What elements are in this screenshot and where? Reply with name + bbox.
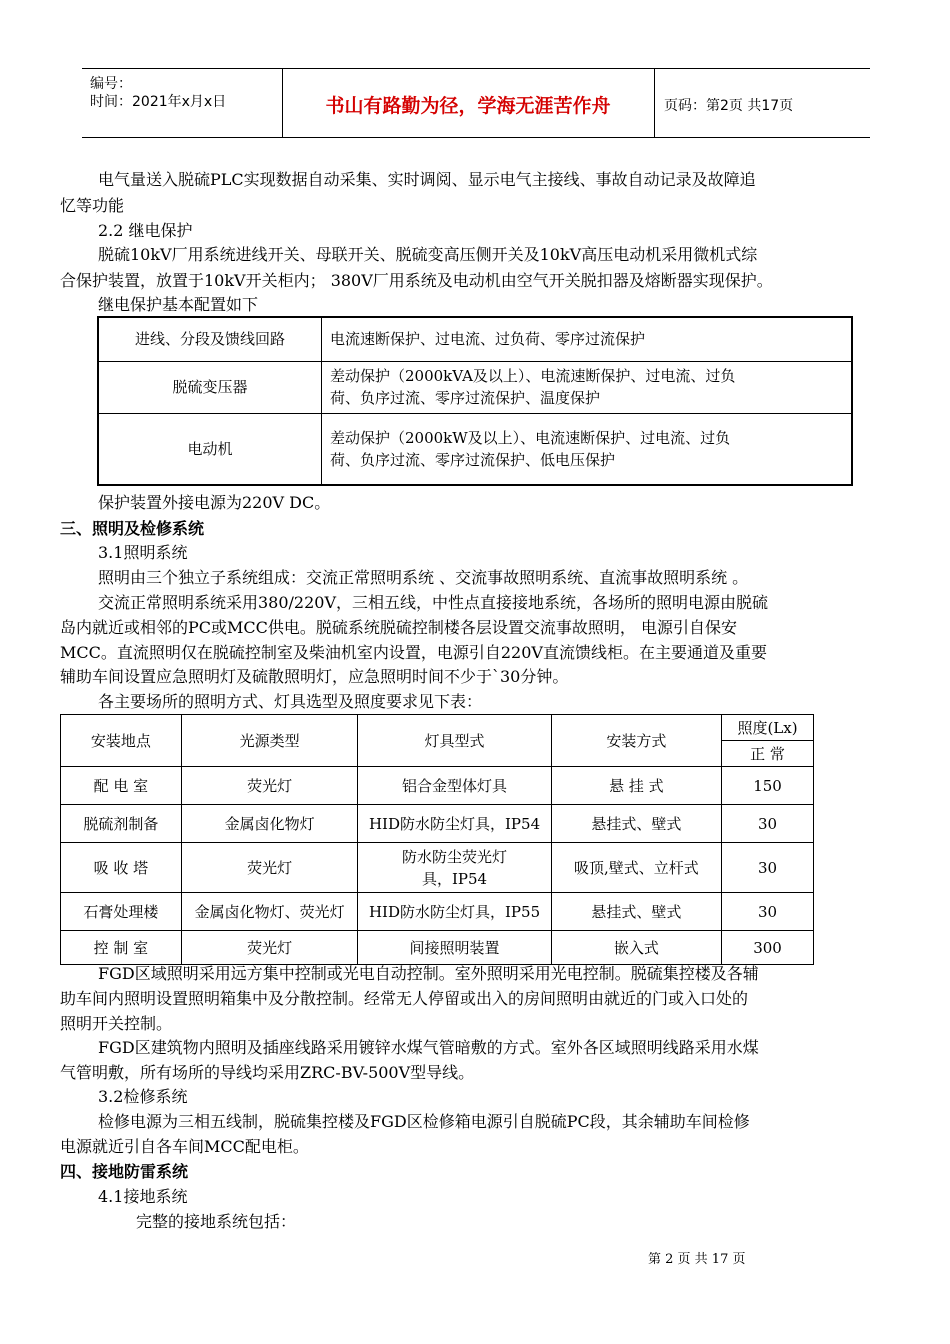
column-header: 安装地点 — [61, 715, 182, 767]
protection-table — [97, 316, 853, 486]
table-row — [61, 931, 814, 965]
table-cell: HID防水防尘灯具，IP55 — [358, 893, 551, 931]
column-header: 安装方式 — [551, 715, 721, 767]
section-heading: 3.1照明系统 — [98, 543, 188, 562]
table-cell: 脱硫剂制备 — [61, 805, 182, 843]
column-header: 光源类型 — [181, 715, 358, 767]
table-cell: 荧光灯 — [181, 931, 358, 965]
column-header: 照度(Lx) — [722, 715, 814, 741]
doc-number-label: 编号： — [90, 76, 132, 92]
body-line: FGD区建筑物内照明及插座线路采用镀锌水煤气管暗敷的方式。室外各区域照明线路采用水煤 — [98, 1038, 759, 1057]
body-line: 脱硫10kV厂用系统进线开关、母联开关、脱硫变高压侧开关及10kV高压电动机采用微机式综 — [98, 245, 758, 264]
cell-text: 差动保护（2000kW及以上）、电流速断保护、过电流、过负 — [330, 428, 731, 447]
table-cell: 30 — [722, 805, 814, 843]
chapter-heading: 三、照明及检修系统 — [60, 519, 205, 538]
table-cell: 悬挂式、壁式 — [551, 805, 721, 843]
body-line: 照明由三个独立子系统组成：交流正常照明系统 、交流事故照明系统、直流事故照明系统 。 — [98, 568, 749, 587]
cell-text: 具，IP54 — [421, 869, 488, 888]
body-line: 合保护装置，放置于10kV开关柜内； 380V厂用系统及电动机由空气开关脱扣器及熔断器实现保护。 — [60, 271, 773, 290]
cell-text: 防水防尘荧光灯 — [402, 847, 508, 866]
body-line: FGD区域照明采用远方集中控制或光电自动控制。室外照明采用光电控制。脱硫集控楼及各辅 — [98, 964, 759, 983]
body-line: 照明开关控制。 — [60, 1014, 173, 1033]
table-cell: HID防水防尘灯具，IP54 — [358, 805, 551, 843]
header-motto: 书山有路勤为径，学海无涯苦作舟 — [325, 95, 611, 117]
table-header-row — [61, 715, 814, 741]
body-line: 电源就近引自各车间MCC配电柜。 — [60, 1137, 309, 1156]
doc-time-label: 时间：2021年x月x日 — [90, 94, 227, 110]
column-subheader: 正 常 — [722, 741, 814, 767]
table-row — [61, 767, 814, 805]
table-cell: 吸 收 塔 — [61, 843, 182, 893]
body-line: 电气量送入脱硫PLC实现数据自动采集、实时调阅、显示电气主接线、事故自动记录及故障追 — [98, 170, 756, 189]
table-cell: 金属卤化物灯 — [181, 805, 358, 843]
header-motto-cell — [282, 69, 655, 137]
page-footer: 第 2 页 共 17 页 — [648, 1252, 746, 1267]
chapter-heading: 四、接地防雷系统 — [60, 1162, 189, 1181]
body-line: 气管明敷，所有场所的导线均采用ZRC-BV-500V型导线。 — [60, 1063, 475, 1082]
cell-text: 荷、负序过流、零序过流保护、温度保护 — [330, 389, 601, 407]
lighting-table — [60, 714, 814, 965]
section-heading: 2.2 继电保护 — [98, 221, 193, 240]
table-cell: 30 — [722, 893, 814, 931]
body-line: MCC。直流照明仅在脱硫控制室及柴油机室内设置，电源引自220V直流馈线柜。在主要通道及重要 — [60, 643, 767, 662]
table-row — [61, 843, 814, 893]
table-cell: 配 电 室 — [61, 767, 182, 805]
table-cell: 30 — [722, 843, 814, 893]
table-cell: 石膏处理楼 — [61, 893, 182, 931]
header-page-cell — [654, 69, 870, 137]
table-cell: 悬挂式、壁式 — [551, 893, 721, 931]
cell-text: 差动保护（2000kVA及以上）、电流速断保护、过电流、过负 — [330, 367, 736, 385]
column-header: 灯具型式 — [358, 715, 551, 767]
table-cell: 金属卤化物灯、荧光灯 — [181, 893, 358, 931]
body-line: 继电保护基本配置如下 — [98, 295, 259, 314]
header-page-label: 页码：第2页 共17页 — [664, 98, 794, 114]
body-line: 检修电源为三相五线制，脱硫集控楼及FGD区检修箱电源引自脱硫PC段，其余辅助车间检修 — [98, 1112, 750, 1131]
section-heading: 3.2检修系统 — [98, 1087, 188, 1106]
body-line: 完整的接地系统包括： — [136, 1212, 297, 1231]
table-cell: 铝合金型体灯具 — [358, 767, 551, 805]
table-cell — [322, 361, 853, 413]
table-cell: 嵌入式 — [551, 931, 721, 965]
table-cell: 300 — [722, 931, 814, 965]
table-cell: 荧光灯 — [181, 767, 358, 805]
table-cell: 间接照明装置 — [358, 931, 551, 965]
table-row — [61, 893, 814, 931]
table-cell: 控 制 室 — [61, 931, 182, 965]
table-cell: 电动机 — [98, 413, 322, 485]
table-cell: 悬 挂 式 — [551, 767, 721, 805]
table-cell: 脱硫变压器 — [98, 361, 322, 413]
table-cell — [322, 317, 853, 361]
table-cell: 150 — [722, 767, 814, 805]
table-row — [98, 413, 852, 485]
body-line: 交流正常照明系统采用380/220V，三相五线，中性点直接接地系统，各场所的照明电源由脱硫 — [98, 593, 769, 612]
body-line: 各主要场所的照明方式、灯具选型及照度要求见下表： — [98, 692, 483, 711]
body-line: 忆等功能 — [60, 196, 125, 215]
table-row — [61, 805, 814, 843]
cell-text: 电流速断保护、过电流、过负荷、零序过流保护 — [330, 330, 646, 349]
body-line: 保护装置外接电源为220V DC。 — [98, 493, 331, 512]
table-row — [98, 317, 852, 361]
table-cell: 进线、分段及馈线回路 — [98, 317, 322, 361]
table-cell: 荧光灯 — [181, 843, 358, 893]
table-row — [98, 361, 852, 413]
body-line: 岛内就近或相邻的PC或MCC供电。脱硫系统脱硫控制楼各层设置交流事故照明， 电源引自保安 — [60, 618, 737, 637]
section-heading: 4.1接地系统 — [98, 1187, 188, 1206]
table-cell — [322, 413, 853, 485]
cell-text: 荷、负序过流、零序过流保护、低电压保护 — [330, 450, 616, 469]
table-cell — [358, 843, 551, 893]
header-meta-cell — [82, 69, 283, 137]
body-line: 助车间内照明设置照明箱集中及分散控制。经常无人停留或出入的房间照明由就近的门或入口处的 — [60, 989, 749, 1008]
body-line: 辅助车间设置应急照明灯及硫散照明灯，应急照明时间不少于`30分钟。 — [60, 667, 569, 686]
table-cell: 吸顶,壁式、立杆式 — [551, 843, 721, 893]
page-header — [82, 68, 870, 138]
